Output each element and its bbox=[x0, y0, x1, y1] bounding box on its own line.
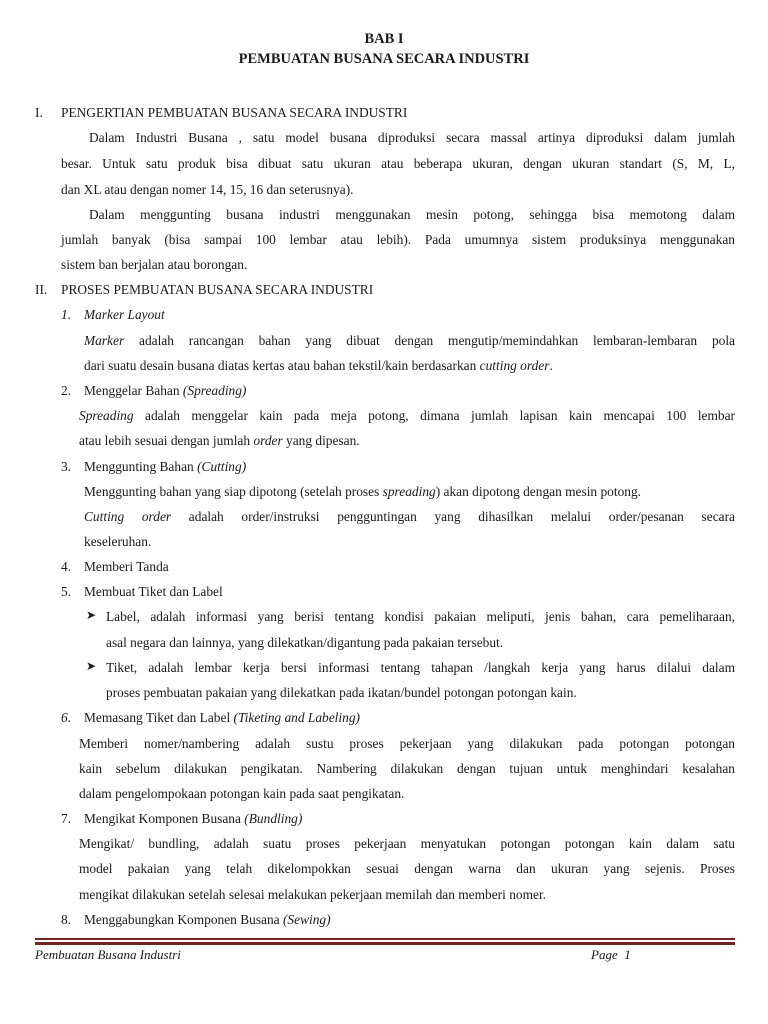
list-item-number: 4. bbox=[61, 559, 72, 574]
paragraph-line: jumlah banyak (bisa sampai 100 lembar atau lebih). Pada umumnya sistem produksinya menggunakan bbox=[61, 232, 735, 247]
bullet-line: proses pembuatan pakaian yang dilekatkan pada ikatan/bundel potongan potongan kain. bbox=[106, 685, 577, 700]
list-item-number: 6. bbox=[61, 710, 72, 725]
bullet-line: Label, adalah informasi yang berisi tentang kondisi pakaian meliputi, jenis bahan, cara pemeliharaan, bbox=[106, 609, 735, 624]
list-item-number: 5. bbox=[61, 584, 72, 599]
list-item-title: Menggabungkan Komponen Busana (Sewing) bbox=[84, 912, 331, 927]
paragraph-line: Spreading adalah menggelar kain pada meja potong, dimana jumlah lapisan kain mencapai 100 lembar bbox=[79, 408, 735, 423]
section-2-heading: PROSES PEMBUATAN BUSANA SECARA INDUSTRI bbox=[61, 282, 374, 297]
footer-rule bbox=[35, 938, 735, 940]
paragraph-line: besar. Untuk satu produk bisa dibuat satu ukuran atau beberapa ukuran, dengan ukuran standart (S, M, L, bbox=[61, 156, 735, 171]
list-item-title: Marker Layout bbox=[84, 307, 165, 322]
paragraph-line: dari suatu desain busana diatas kertas atau bahan tekstil/kain berdasarkan cutting order. bbox=[84, 358, 553, 373]
list-item-title: Membuat Tiket dan Label bbox=[84, 584, 223, 599]
paragraph-line: dan XL atau dengan nomer 14, 15, 16 dan seterusnya). bbox=[61, 182, 354, 197]
page-number: Page 1 bbox=[591, 947, 631, 962]
footer-title: Pembuatan Busana Industri bbox=[35, 947, 181, 962]
paragraph-line: Memberi nomer/nambering adalah sustu proses pekerjaan yang dilakukan pada potongan potongan bbox=[79, 736, 735, 751]
list-item-title: Menggunting Bahan (Cutting) bbox=[84, 459, 247, 474]
paragraph-line: Marker adalah rancangan bahan yang dibuat dengan mengutip/memindahkan lembaran-lembaran pola bbox=[84, 333, 735, 348]
list-item-number: 2. bbox=[61, 383, 72, 398]
page-title: PEMBUATAN BUSANA SECARA INDUSTRI bbox=[238, 51, 530, 67]
list-item-title: Mengikat Komponen Busana (Bundling) bbox=[84, 811, 303, 826]
list-item-title: Memberi Tanda bbox=[84, 559, 169, 574]
footer-rule-thick bbox=[35, 942, 735, 945]
arrow-bullet-icon: ➤ bbox=[86, 608, 97, 622]
paragraph-line: Menggunting bahan yang siap dipotong (setelah proses spreading) akan dipotong dengan mesin potong. bbox=[84, 484, 642, 499]
paragraph-line: Mengikat/ bundling, adalah suatu proses pekerjaan menyatukan potongan potongan kain dalam satu bbox=[79, 836, 735, 851]
arrow-bullet-icon: ➤ bbox=[86, 659, 97, 673]
list-item-number: 7. bbox=[61, 811, 72, 826]
paragraph-line: mengikat dilakukan setelah selesai melakukan pekerjaan memilah dan memberi nomer. bbox=[79, 887, 547, 902]
paragraph-line: Cutting order adalah order/instruksi pengguntingan yang dihasilkan melalui order/pesanan secara bbox=[84, 509, 735, 524]
list-item-number: 8. bbox=[61, 912, 72, 927]
bullet-line: Tiket, adalah lembar kerja bersi informasi tentang tahapan /langkah kerja yang harus dilalui dalam bbox=[106, 660, 735, 675]
section-1-heading: PENGERTIAN PEMBUATAN BUSANA SECARA INDUSTRI bbox=[61, 105, 408, 120]
paragraph-line: dalam pengelompokaan potongan kain pada saat pengikatan. bbox=[79, 786, 405, 801]
bullet-line: asal negara dan lainnya, yang dilekatkan/digantung pada pakaian tersebut. bbox=[106, 635, 504, 650]
paragraph-line: atau lebih sesuai dengan jumlah order yang dipesan. bbox=[79, 433, 360, 448]
paragraph-line: keseleruhan. bbox=[84, 534, 152, 549]
paragraph-line: Dalam menggunting busana industri menggunakan mesin potong, sehingga bisa memotong dalam bbox=[89, 207, 735, 222]
paragraph-line: model pakaian yang telah dikelompokkan sesuai dengan warna dan ukuran yang sejenis. Proses bbox=[79, 861, 735, 876]
paragraph-line: sistem ban berjalan atau borongan. bbox=[61, 257, 248, 272]
paragraph-line: Dalam Industri Busana , satu model busana diproduksi secara massal artinya diproduksi dalam jumlah bbox=[89, 130, 735, 145]
list-item-title: Menggelar Bahan (Spreading) bbox=[84, 383, 247, 398]
section-2-number: II. bbox=[35, 282, 48, 297]
list-item-number: 3. bbox=[61, 459, 72, 474]
list-item-title: Memasang Tiket dan Label (Tiketing and Labeling) bbox=[84, 710, 360, 725]
section-1-number: I. bbox=[35, 105, 43, 120]
list-item-number: 1. bbox=[61, 307, 72, 322]
paragraph-line: kain sebelum dilakukan pengikatan. Nambering dilakukan dengan tujuan untuk menghindari kesalahan bbox=[79, 761, 735, 776]
chapter-label: BAB I bbox=[364, 31, 404, 47]
